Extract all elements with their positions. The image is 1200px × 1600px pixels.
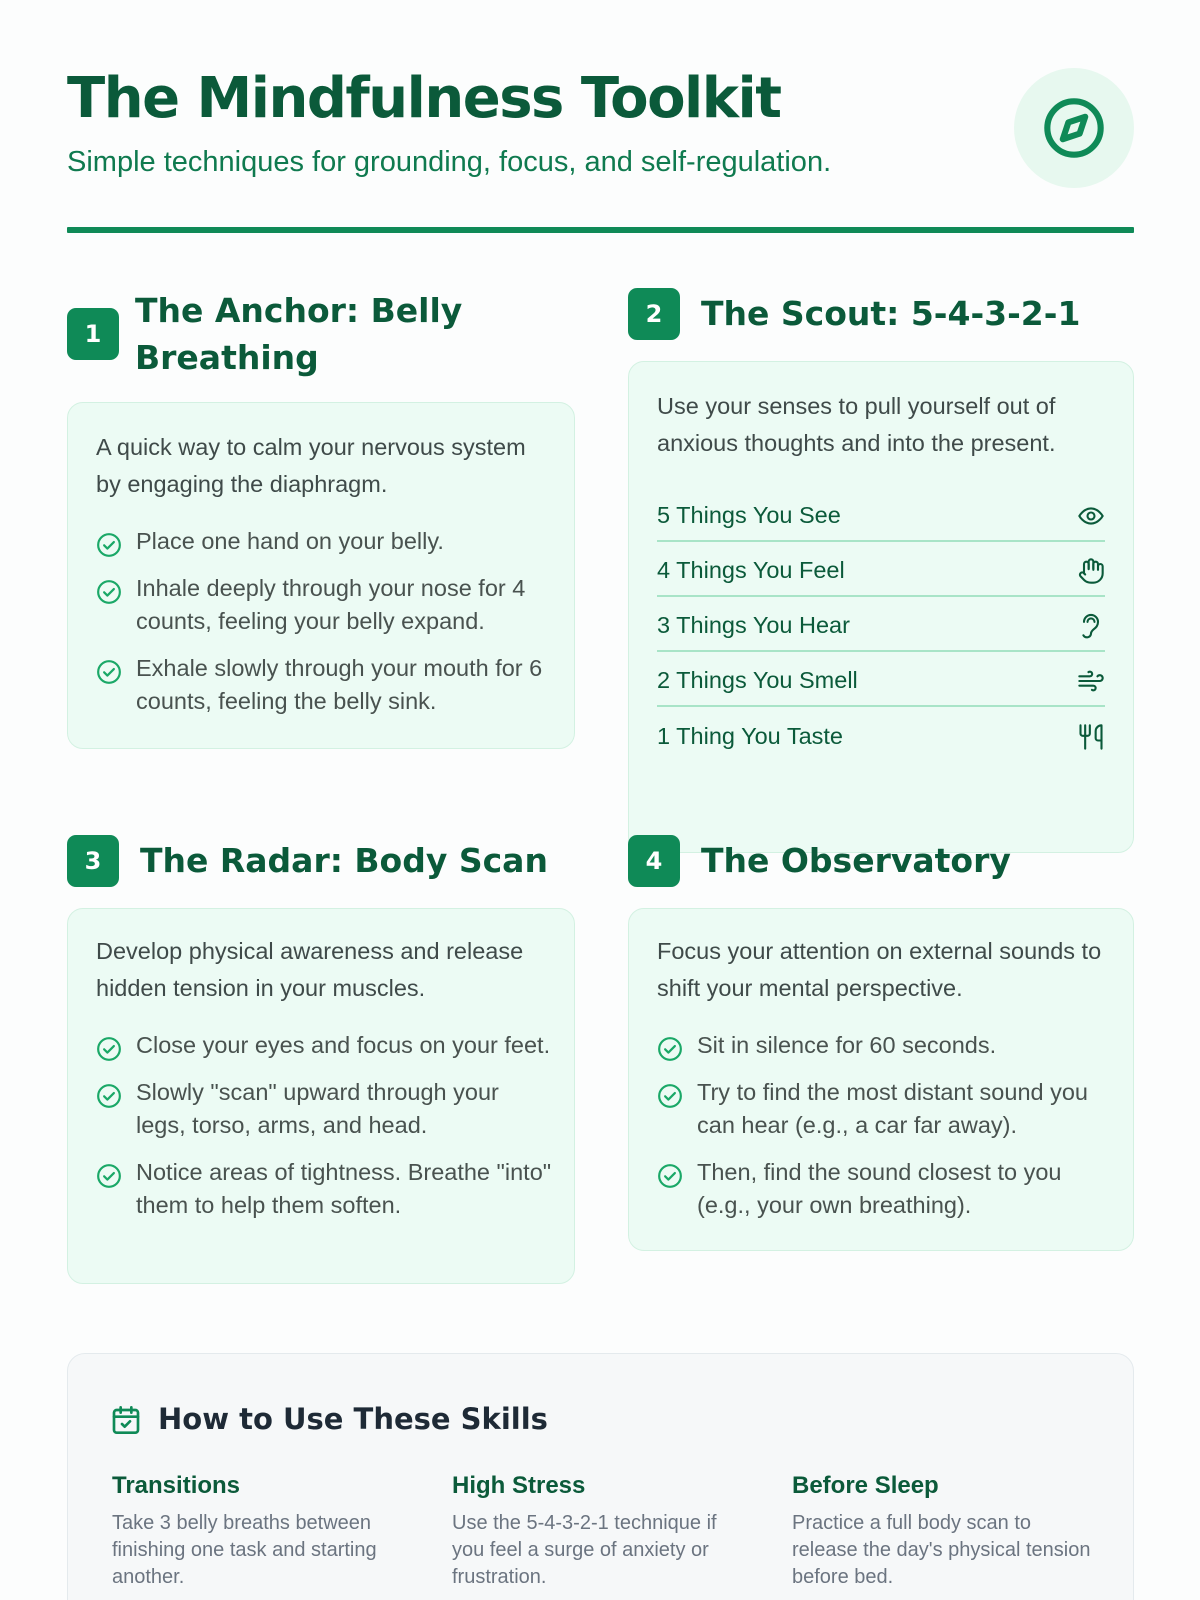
senses-list bbox=[657, 487, 1105, 762]
section-3-steps bbox=[96, 1029, 554, 1236]
step-text: Inhale deeply through your nose for 4 counts, feeling your belly expand. bbox=[136, 575, 526, 634]
usage-title: How to Use These Skills bbox=[158, 1402, 548, 1436]
step-text: Try to find the most distant sound you can hear (e.g., a car far away). bbox=[697, 1079, 1088, 1138]
usage-item-transitions bbox=[112, 1472, 412, 1591]
section-2-intro: Use your senses to pull yourself out of anxious thoughts and into the present. bbox=[657, 393, 1056, 456]
usage-text: Practice a full body scan to release the day's physical tension before bed. bbox=[792, 1512, 1091, 1588]
sense-item-taste bbox=[657, 707, 1105, 762]
section-4-card bbox=[628, 908, 1134, 1251]
section-2-title: The Scout: 5-4-3-2-1 bbox=[701, 294, 1081, 333]
check-circle-icon bbox=[96, 659, 122, 685]
check-circle-icon bbox=[96, 1036, 122, 1062]
list-item bbox=[96, 1076, 554, 1142]
step-text: Then, find the sound closest to you (e.g., your own breathing). bbox=[697, 1159, 1062, 1218]
list-item bbox=[96, 652, 554, 718]
check-circle-icon bbox=[96, 1163, 122, 1189]
step-text: Slowly "scan" upward through your legs, torso, arms, and head. bbox=[136, 1079, 499, 1138]
page-title: The Mindfulness Toolkit bbox=[67, 66, 781, 131]
section-2-number: 2 bbox=[628, 288, 680, 340]
eye-icon bbox=[1077, 502, 1105, 530]
section-4-number: 4 bbox=[628, 835, 680, 887]
section-1-card bbox=[67, 402, 575, 749]
page-subtitle: Simple techniques for grounding, focus, and self-regulation. bbox=[67, 146, 832, 178]
ear-icon bbox=[1077, 612, 1105, 640]
usage-item-before-sleep bbox=[792, 1472, 1092, 1591]
section-3-card bbox=[67, 908, 575, 1284]
section-3-intro: Develop physical awareness and release hidden tension in your muscles. bbox=[96, 938, 524, 1001]
section-4-title: The Observatory bbox=[701, 841, 1011, 880]
usage-item-high-stress bbox=[452, 1472, 752, 1591]
sense-item-feel bbox=[657, 542, 1105, 597]
sense-label: 3 Things You Hear bbox=[657, 612, 850, 638]
section-3-title: The Radar: Body Scan bbox=[140, 841, 548, 880]
list-item bbox=[96, 572, 554, 638]
step-text: Exhale slowly through your mouth for 6 counts, feeling the belly sink. bbox=[136, 655, 543, 714]
calendar-check-icon bbox=[110, 1404, 142, 1436]
check-circle-icon bbox=[96, 1083, 122, 1109]
list-item bbox=[657, 1156, 1113, 1222]
hand-icon bbox=[1077, 557, 1105, 585]
list-item bbox=[96, 1029, 554, 1062]
section-4-steps bbox=[657, 1029, 1113, 1236]
usage-panel bbox=[67, 1353, 1134, 1600]
sense-label: 4 Things You Feel bbox=[657, 557, 845, 583]
section-1-intro: A quick way to calm your nervous system by engaging the diaphragm. bbox=[96, 434, 526, 497]
check-circle-icon bbox=[657, 1163, 683, 1189]
usage-text: Take 3 belly breaths between finishing one task and starting another. bbox=[112, 1512, 377, 1588]
header-badge bbox=[1014, 68, 1134, 188]
compass-icon bbox=[1042, 96, 1106, 160]
sense-label: 1 Thing You Taste bbox=[657, 723, 843, 749]
sense-item-hear bbox=[657, 597, 1105, 652]
section-1-steps bbox=[96, 525, 554, 732]
sense-label: 5 Things You See bbox=[657, 502, 841, 528]
step-text: Notice areas of tightness. Breathe "into" them to help them soften. bbox=[136, 1159, 552, 1218]
sense-item-smell bbox=[657, 652, 1105, 707]
usage-heading: Transitions bbox=[112, 1472, 241, 1499]
check-circle-icon bbox=[96, 532, 122, 558]
section-1-number: 1 bbox=[67, 308, 119, 360]
step-text: Sit in silence for 60 seconds. bbox=[697, 1032, 997, 1058]
utensils-icon bbox=[1077, 723, 1105, 751]
usage-text: Use the 5-4-3-2-1 technique if you feel a surge of anxiety or frustration. bbox=[452, 1512, 717, 1588]
section-2-card bbox=[628, 361, 1134, 853]
list-item bbox=[657, 1029, 1113, 1062]
list-item bbox=[96, 525, 554, 558]
header-divider bbox=[67, 227, 1134, 233]
check-circle-icon bbox=[657, 1083, 683, 1109]
step-text: Close your eyes and focus on your feet. bbox=[136, 1032, 551, 1058]
usage-heading: Before Sleep bbox=[792, 1472, 939, 1499]
list-item bbox=[96, 1156, 554, 1222]
section-1-title: The Anchor: Belly Breathing bbox=[135, 291, 463, 377]
section-4-intro: Focus your attention on external sounds to shift your mental perspective. bbox=[657, 938, 1102, 1001]
step-text: Place one hand on your belly. bbox=[136, 528, 444, 554]
check-circle-icon bbox=[657, 1036, 683, 1062]
sense-item-see bbox=[657, 487, 1105, 542]
check-circle-icon bbox=[96, 579, 122, 605]
wind-icon bbox=[1077, 667, 1105, 695]
usage-heading: High Stress bbox=[452, 1472, 586, 1499]
sense-label: 2 Things You Smell bbox=[657, 667, 858, 693]
list-item bbox=[657, 1076, 1113, 1142]
section-3-number: 3 bbox=[67, 835, 119, 887]
